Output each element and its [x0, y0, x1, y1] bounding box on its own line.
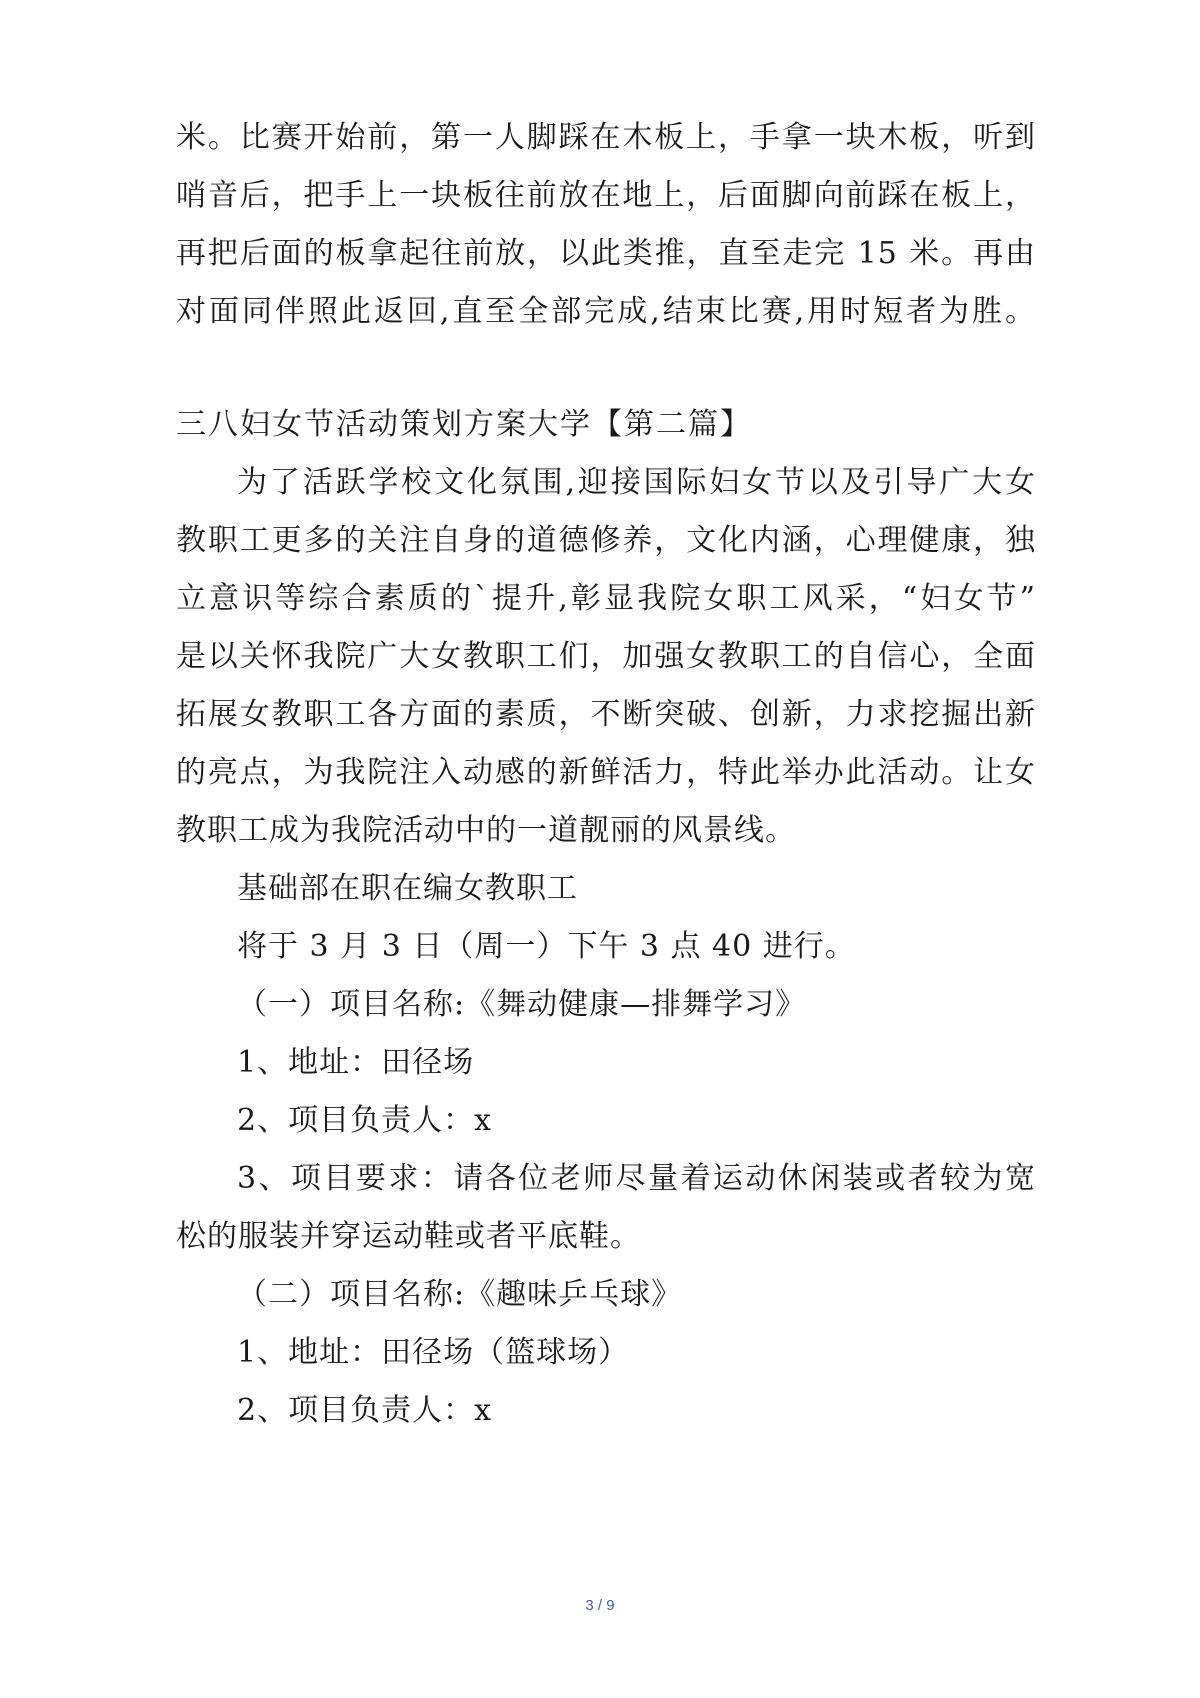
body-text-line: 是以关怀我院广大女教职工们，加强女教职工的自信心，全面: [176, 639, 1036, 674]
body-text-line: 对面同伴照此返回,直至全部完成,结束比赛,用时短者为胜。: [176, 294, 1036, 329]
item-title: （二）项目名称:《趣味乒乓球》: [237, 1277, 683, 1312]
page-number: 3 / 9: [585, 1597, 615, 1614]
body-text-line: 教职工成为我院活动中的一道靓丽的风景线。: [176, 813, 796, 848]
body-text-line: 立意识等综合素质的`提升,彰显我院女职工风采，“妇女节”: [176, 581, 1036, 616]
participants-text: 基础部在职在编女教职工: [237, 871, 578, 906]
body-text-line: 米。比赛开始前，第一人脚踩在木板上，手拿一块木板，听到: [176, 120, 1036, 155]
body-text-line: 拓展女教职工各方面的素质，不断突破、创新，力求挖掘出新: [176, 697, 1036, 732]
body-text-line: 的亮点，为我院注入动感的新鲜活力，特此举办此活动。让女: [176, 755, 1036, 790]
item-title: （一）项目名称:《舞动健康—排舞学习》: [237, 987, 807, 1022]
time-text: 将于 3 月 3 日（周一）下午 3 点 40 进行。: [237, 929, 856, 964]
body-text-line: 为了活跃学校文化氛围,迎接国际妇女节以及引导广大女: [237, 465, 1036, 500]
item-owner: 2、项目负责人：x: [237, 1103, 493, 1138]
item-location: 1、地址：田径场（篮球场）: [237, 1335, 630, 1370]
item-owner: 2、项目负责人：x: [237, 1393, 493, 1428]
item-requirement: 松的服装并穿运动鞋或者平底鞋。: [176, 1219, 641, 1254]
section-heading: 三八妇女节活动策划方案大学【第二篇】: [176, 407, 752, 442]
body-text-line: 教职工更多的关注自身的道德修养，文化内涵，心理健康，独: [176, 523, 1036, 558]
body-text-line: 再把后面的板拿起往前放，以此类推，直至走完 15 米。再由: [176, 236, 1036, 271]
item-location: 1、地址：田径场: [237, 1045, 475, 1080]
body-text-line: 哨音后，把手上一块板往前放在地上，后面脚向前踩在板上，: [176, 178, 1036, 213]
item-requirement: 3、项目要求：请各位老师尽量着运动休闲装或者较为宽: [237, 1161, 1036, 1196]
